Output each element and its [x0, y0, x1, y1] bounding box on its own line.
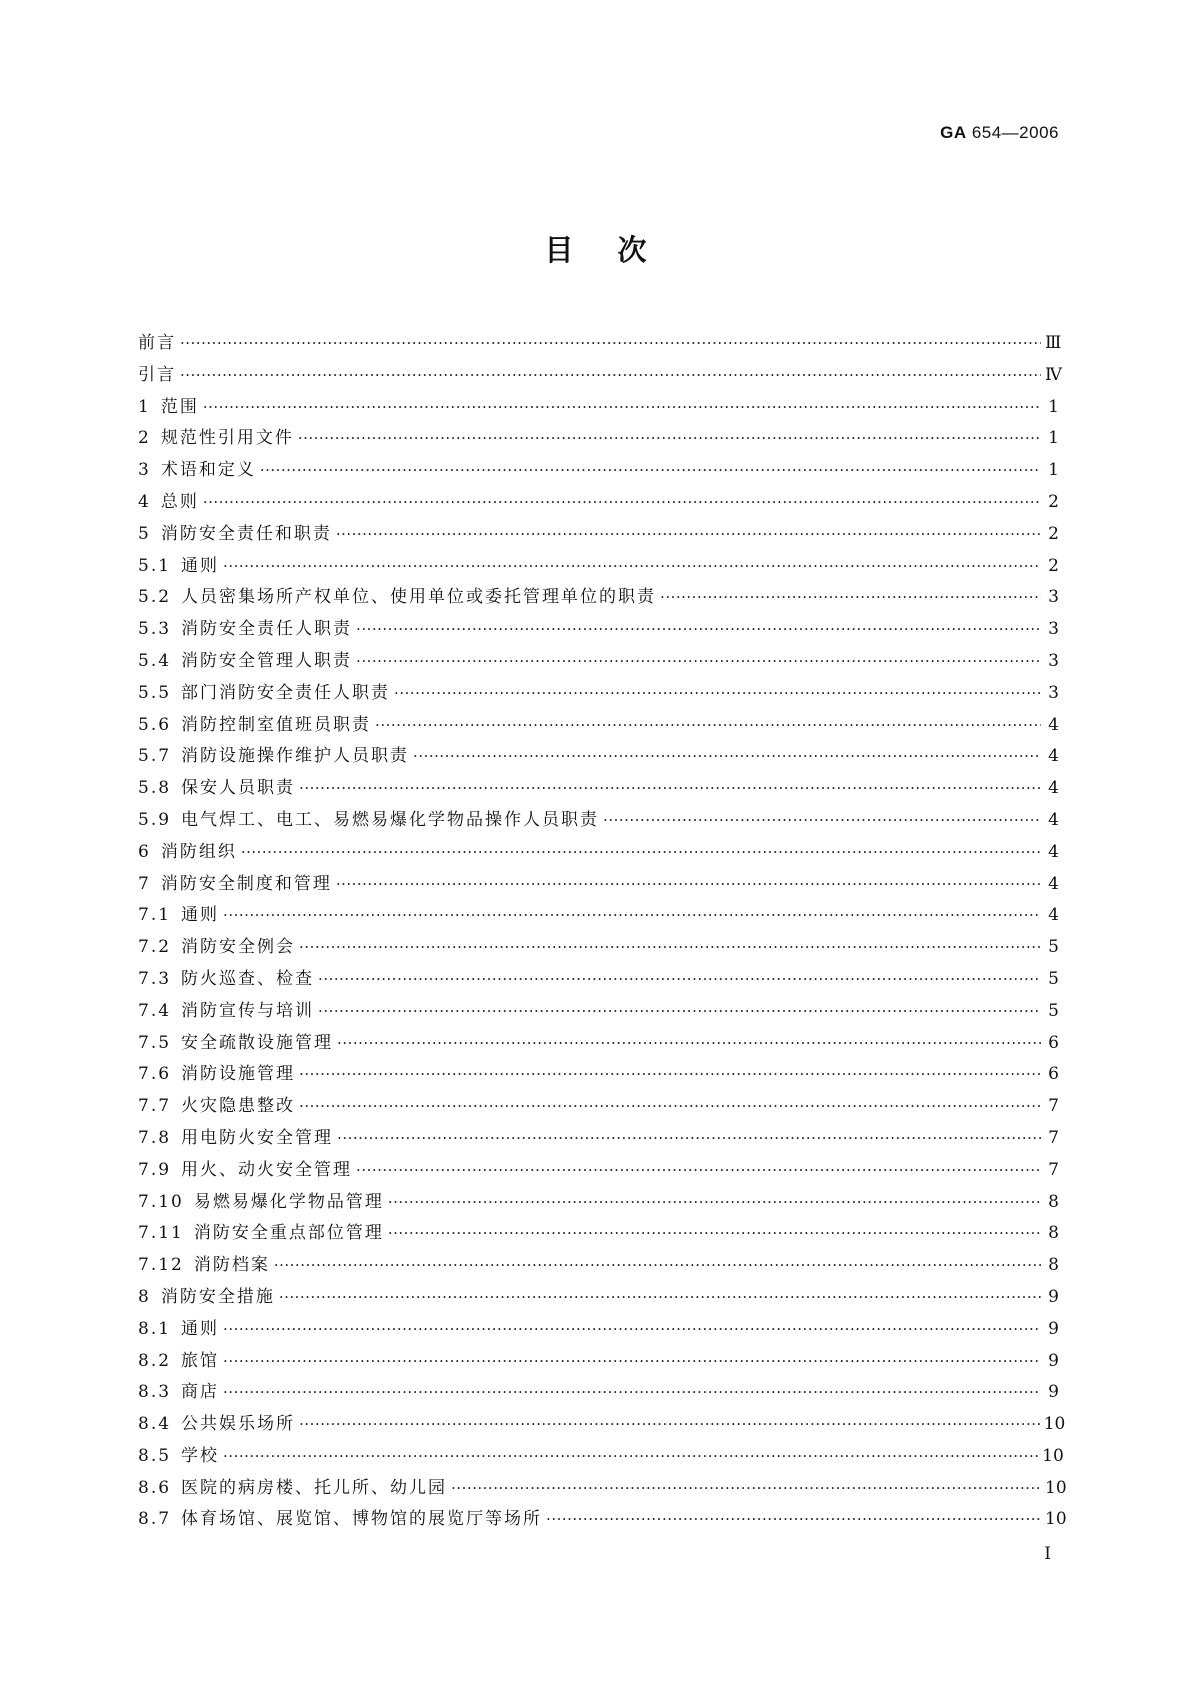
toc-entry-page: 3: [1048, 587, 1059, 608]
toc-entry-page: 4: [1048, 873, 1059, 894]
toc-leader-dots: [337, 1031, 1041, 1055]
toc-entry[interactable]: [138, 522, 1059, 554]
toc-entry-title: 消防安全例会: [181, 937, 296, 958]
toc-entry-title: 消防组织: [160, 841, 237, 862]
toc-entry-page: 4: [1048, 809, 1059, 830]
toc-entry[interactable]: [138, 490, 1059, 522]
toc-entry-page: 4: [1048, 714, 1059, 735]
standard-code: [940, 123, 1059, 143]
toc-entry-title: 规范性引用文件: [160, 428, 294, 449]
toc-entry[interactable]: [138, 967, 1059, 999]
toc-entry[interactable]: [138, 681, 1059, 713]
toc-entry-title: 电气焊工、电工、易燃易爆化学物品操作人员职责: [181, 809, 600, 830]
toc-entry-number: 8.5: [138, 1445, 172, 1466]
toc-entry-title: 保安人员职责: [181, 778, 296, 799]
toc-entry[interactable]: [138, 554, 1059, 586]
toc-entry[interactable]: [138, 1380, 1059, 1412]
standard-code-number: 654—2006: [966, 123, 1059, 142]
toc-entry-number: 5.7: [138, 746, 172, 767]
toc-entry[interactable]: [138, 808, 1059, 840]
toc-leader-dots: [299, 1094, 1041, 1118]
toc-entry-title: 引言: [138, 364, 176, 385]
toc-entry-page: 2: [1048, 555, 1059, 576]
page-folio: I: [1044, 1544, 1051, 1564]
toc-entry-title: 通则: [181, 905, 220, 926]
toc-entry-title: 消防档案: [193, 1255, 270, 1276]
toc-entry-number: 7.9: [138, 1159, 172, 1180]
toc-leader-dots: [298, 426, 1041, 450]
toc-entry-number: 7.11: [138, 1223, 184, 1244]
toc-entry[interactable]: [138, 617, 1059, 649]
toc-entry[interactable]: [138, 935, 1059, 967]
toc-entry-title: 消防安全责任和职责: [160, 523, 332, 544]
toc-entry[interactable]: [138, 1285, 1059, 1317]
toc-entry-page: 9: [1048, 1318, 1059, 1339]
toc-entry-title: 消防宣传与培训: [181, 1000, 315, 1021]
toc-entry-page: 10: [1043, 1414, 1066, 1435]
toc-entry-number: 8.6: [138, 1477, 172, 1498]
toc-entry-title: 医院的病房楼、托儿所、幼儿园: [181, 1477, 448, 1498]
toc-entry[interactable]: [138, 999, 1059, 1031]
toc-leader-dots: [356, 649, 1041, 673]
toc-entry-page: 5: [1048, 937, 1059, 958]
toc-entry-number: 3: [138, 460, 151, 481]
toc-entry-number: 1: [138, 396, 151, 417]
toc-leader-dots: [274, 1253, 1041, 1277]
toc-entry[interactable]: [138, 1158, 1059, 1190]
toc-entry-title: 总则: [160, 491, 199, 512]
toc-leader-dots: [223, 1380, 1041, 1404]
toc-entry[interactable]: [138, 331, 1062, 363]
toc-leader-dots: [203, 490, 1041, 514]
toc-leader-dots: [337, 1126, 1041, 1150]
toc-entry-title: 用火、动火安全管理: [181, 1159, 353, 1180]
toc-entry[interactable]: [138, 1476, 1067, 1508]
toc-entry[interactable]: [138, 1317, 1059, 1349]
toc-entry-number: 7.6: [138, 1064, 172, 1085]
toc-entry[interactable]: [138, 585, 1059, 617]
toc-entry-page: 5: [1048, 968, 1059, 989]
toc-leader-dots: [299, 1412, 1040, 1436]
toc-entry[interactable]: [138, 903, 1059, 935]
toc-title: 目次: [544, 233, 691, 267]
toc-entry[interactable]: [138, 1126, 1059, 1158]
toc-entry-page: Ⅲ: [1045, 333, 1062, 353]
toc-leader-dots: [356, 1158, 1041, 1182]
toc-entry-page: 1: [1048, 428, 1059, 449]
toc-entry-number: 5.1: [138, 555, 172, 576]
toc-entry-title: 范围: [160, 396, 199, 417]
toc-entry-title: 术语和定义: [160, 460, 256, 481]
toc-entry-title: 消防安全制度和管理: [160, 873, 332, 894]
toc-entry-page: 5: [1048, 1000, 1059, 1021]
toc-entry[interactable]: [138, 458, 1059, 490]
toc-entry-number: 2: [138, 428, 151, 449]
toc-entry[interactable]: [138, 872, 1059, 904]
toc-entry-page: 3: [1048, 619, 1059, 640]
toc-entry-title: 消防安全管理人职责: [181, 650, 353, 671]
toc-entry-title: 部门消防安全责任人职责: [181, 682, 391, 703]
toc-leader-dots: [336, 872, 1041, 896]
toc-entry[interactable]: [138, 840, 1059, 872]
toc-entry-page: 7: [1048, 1096, 1059, 1117]
toc-leader-dots: [356, 617, 1041, 641]
toc-entry-title: 旅馆: [181, 1350, 220, 1371]
toc-entry-number: 8.1: [138, 1318, 172, 1339]
toc-leader-dots: [394, 681, 1041, 705]
toc-leader-dots: [336, 522, 1041, 546]
toc-entry[interactable]: [138, 363, 1062, 395]
toc-entry-title: 消防安全重点部位管理: [193, 1223, 384, 1244]
toc-entry-page: 2: [1048, 491, 1059, 512]
toc-entry-title: 防火巡查、检查: [181, 968, 315, 989]
toc-entry-number: 7.4: [138, 1000, 172, 1021]
toc-entry-page: 3: [1048, 650, 1059, 671]
toc-entry-title: 前言: [138, 333, 176, 353]
toc-leader-dots: [180, 331, 1041, 355]
toc-entry-page: 10: [1045, 1509, 1067, 1530]
toc-entry-title: 用电防火安全管理: [181, 1127, 334, 1148]
toc-entry-number: 7.7: [138, 1096, 172, 1117]
standard-code-prefix: GA: [940, 123, 967, 142]
toc-leader-dots: [451, 1476, 1041, 1500]
toc-entry[interactable]: [138, 426, 1059, 458]
toc-entry-number: 4: [138, 491, 151, 512]
toc-entry-page: 10: [1042, 1445, 1064, 1466]
toc-entry-page: 8: [1048, 1255, 1059, 1276]
toc-entry-number: 6: [138, 841, 151, 862]
toc-entry-title: 学校: [181, 1445, 220, 1466]
toc-entry-title: 安全疏散设施管理: [181, 1032, 334, 1053]
toc-entry-page: 1: [1048, 460, 1059, 481]
toc-leader-dots: [375, 713, 1041, 737]
toc-entry-title: 通则: [181, 1318, 220, 1339]
toc-entry-number: 5.4: [138, 650, 172, 671]
toc-entry-page: 9: [1048, 1382, 1059, 1403]
table-of-contents: [138, 331, 1067, 1539]
toc-entry-page: 4: [1048, 905, 1059, 926]
toc-entry-page: 9: [1048, 1350, 1059, 1371]
toc-leader-dots: [299, 776, 1041, 800]
toc-leader-dots: [260, 458, 1041, 482]
toc-entry-number: 8: [138, 1286, 151, 1307]
toc-entry[interactable]: [138, 744, 1059, 776]
toc-entry[interactable]: [138, 1221, 1059, 1253]
toc-entry-page: 7: [1048, 1159, 1059, 1180]
toc-entry-page: 4: [1048, 841, 1059, 862]
toc-entry-number: 5.9: [138, 809, 172, 830]
toc-entry-number: 5: [138, 523, 151, 544]
toc-entry-title: 商店: [181, 1382, 220, 1403]
toc-entry[interactable]: [138, 395, 1059, 427]
toc-entry[interactable]: [138, 1031, 1059, 1063]
toc-entry[interactable]: [138, 1190, 1059, 1222]
toc-leader-dots: [223, 903, 1041, 927]
toc-leader-dots: [223, 1317, 1041, 1341]
toc-leader-dots: [413, 744, 1041, 768]
toc-entry-number: 7.3: [138, 968, 172, 989]
toc-entry-title: 通则: [181, 555, 220, 576]
toc-entry-number: 8.2: [138, 1350, 172, 1371]
toc-entry-title: 人员密集场所产权单位、使用单位或委托管理单位的职责: [181, 587, 657, 608]
toc-entry-title: 易燃易爆化学物品管理: [193, 1191, 384, 1212]
toc-entry-page: 8: [1048, 1191, 1059, 1212]
toc-entry-number: 5.2: [138, 587, 172, 608]
toc-entry-page: 9: [1048, 1286, 1059, 1307]
toc-entry-number: 7.5: [138, 1032, 172, 1053]
toc-entry[interactable]: [138, 649, 1059, 681]
toc-entry-number: 8.3: [138, 1382, 172, 1403]
toc-entry-page: 2: [1048, 523, 1059, 544]
toc-entry-page: 7: [1048, 1127, 1059, 1148]
toc-entry[interactable]: [138, 1253, 1059, 1285]
toc-leader-dots: [660, 585, 1041, 609]
toc-entry-number: 8.4: [138, 1414, 172, 1435]
toc-entry-title: 公共娱乐场所: [181, 1414, 296, 1435]
toc-entry-title: 消防安全责任人职责: [181, 619, 353, 640]
toc-entry-page: 4: [1048, 778, 1059, 799]
toc-entry[interactable]: [138, 1412, 1066, 1444]
toc-entry-title: 消防控制室值班员职责: [181, 714, 372, 735]
toc-entry[interactable]: [138, 1062, 1059, 1094]
toc-leader-dots: [546, 1507, 1041, 1531]
toc-entry-number: 5.5: [138, 682, 172, 703]
toc-entry-page: 3: [1048, 682, 1059, 703]
toc-leader-dots: [388, 1221, 1041, 1245]
toc-entry-title: 消防设施管理: [181, 1064, 296, 1085]
toc-entry-number: 5.3: [138, 619, 172, 640]
toc-leader-dots: [223, 1444, 1038, 1468]
toc-entry-number: 7.2: [138, 937, 172, 958]
toc-entry[interactable]: [138, 1349, 1059, 1381]
toc-entry-number: 7: [138, 873, 151, 894]
toc-entry[interactable]: [138, 1094, 1059, 1126]
toc-entry[interactable]: [138, 1444, 1064, 1476]
toc-entry-page: 6: [1048, 1032, 1059, 1053]
toc-entry-title: 消防设施操作维护人员职责: [181, 746, 410, 767]
toc-entry-page: 6: [1048, 1064, 1059, 1085]
toc-leader-dots: [223, 554, 1041, 578]
toc-entry-title: 体育场馆、展览馆、博物馆的展览厅等场所: [181, 1509, 543, 1530]
toc-leader-dots: [318, 967, 1041, 991]
toc-leader-dots: [388, 1190, 1041, 1214]
toc-leader-dots: [180, 363, 1041, 387]
toc-entry-title: 火灾隐患整改: [181, 1096, 296, 1117]
toc-leader-dots: [299, 935, 1041, 959]
toc-entry-number: 7.1: [138, 905, 172, 926]
toc-entry-page: Ⅳ: [1045, 364, 1062, 385]
toc-leader-dots: [279, 1285, 1041, 1309]
toc-entry[interactable]: [138, 776, 1059, 808]
toc-entry-page: 8: [1048, 1223, 1059, 1244]
toc-entry-number: 7.8: [138, 1127, 172, 1148]
toc-entry[interactable]: [138, 713, 1059, 745]
toc-leader-dots: [318, 999, 1041, 1023]
toc-entry-page: 1: [1048, 396, 1059, 417]
toc-entry-number: 8.7: [138, 1509, 172, 1530]
toc-entry-number: 5.6: [138, 714, 172, 735]
toc-entry-number: 7.10: [138, 1191, 184, 1212]
toc-entry-number: 5.8: [138, 778, 172, 799]
toc-entry-page: 4: [1048, 746, 1059, 767]
toc-entry[interactable]: [138, 1507, 1067, 1539]
toc-leader-dots: [299, 1062, 1041, 1086]
toc-leader-dots: [241, 840, 1041, 864]
toc-entry-number: 7.12: [138, 1255, 184, 1276]
toc-leader-dots: [603, 808, 1041, 832]
toc-leader-dots: [223, 1349, 1041, 1373]
toc-entry-title: 消防安全措施: [160, 1286, 275, 1307]
toc-leader-dots: [203, 395, 1041, 419]
toc-entry-page: 10: [1045, 1477, 1067, 1498]
